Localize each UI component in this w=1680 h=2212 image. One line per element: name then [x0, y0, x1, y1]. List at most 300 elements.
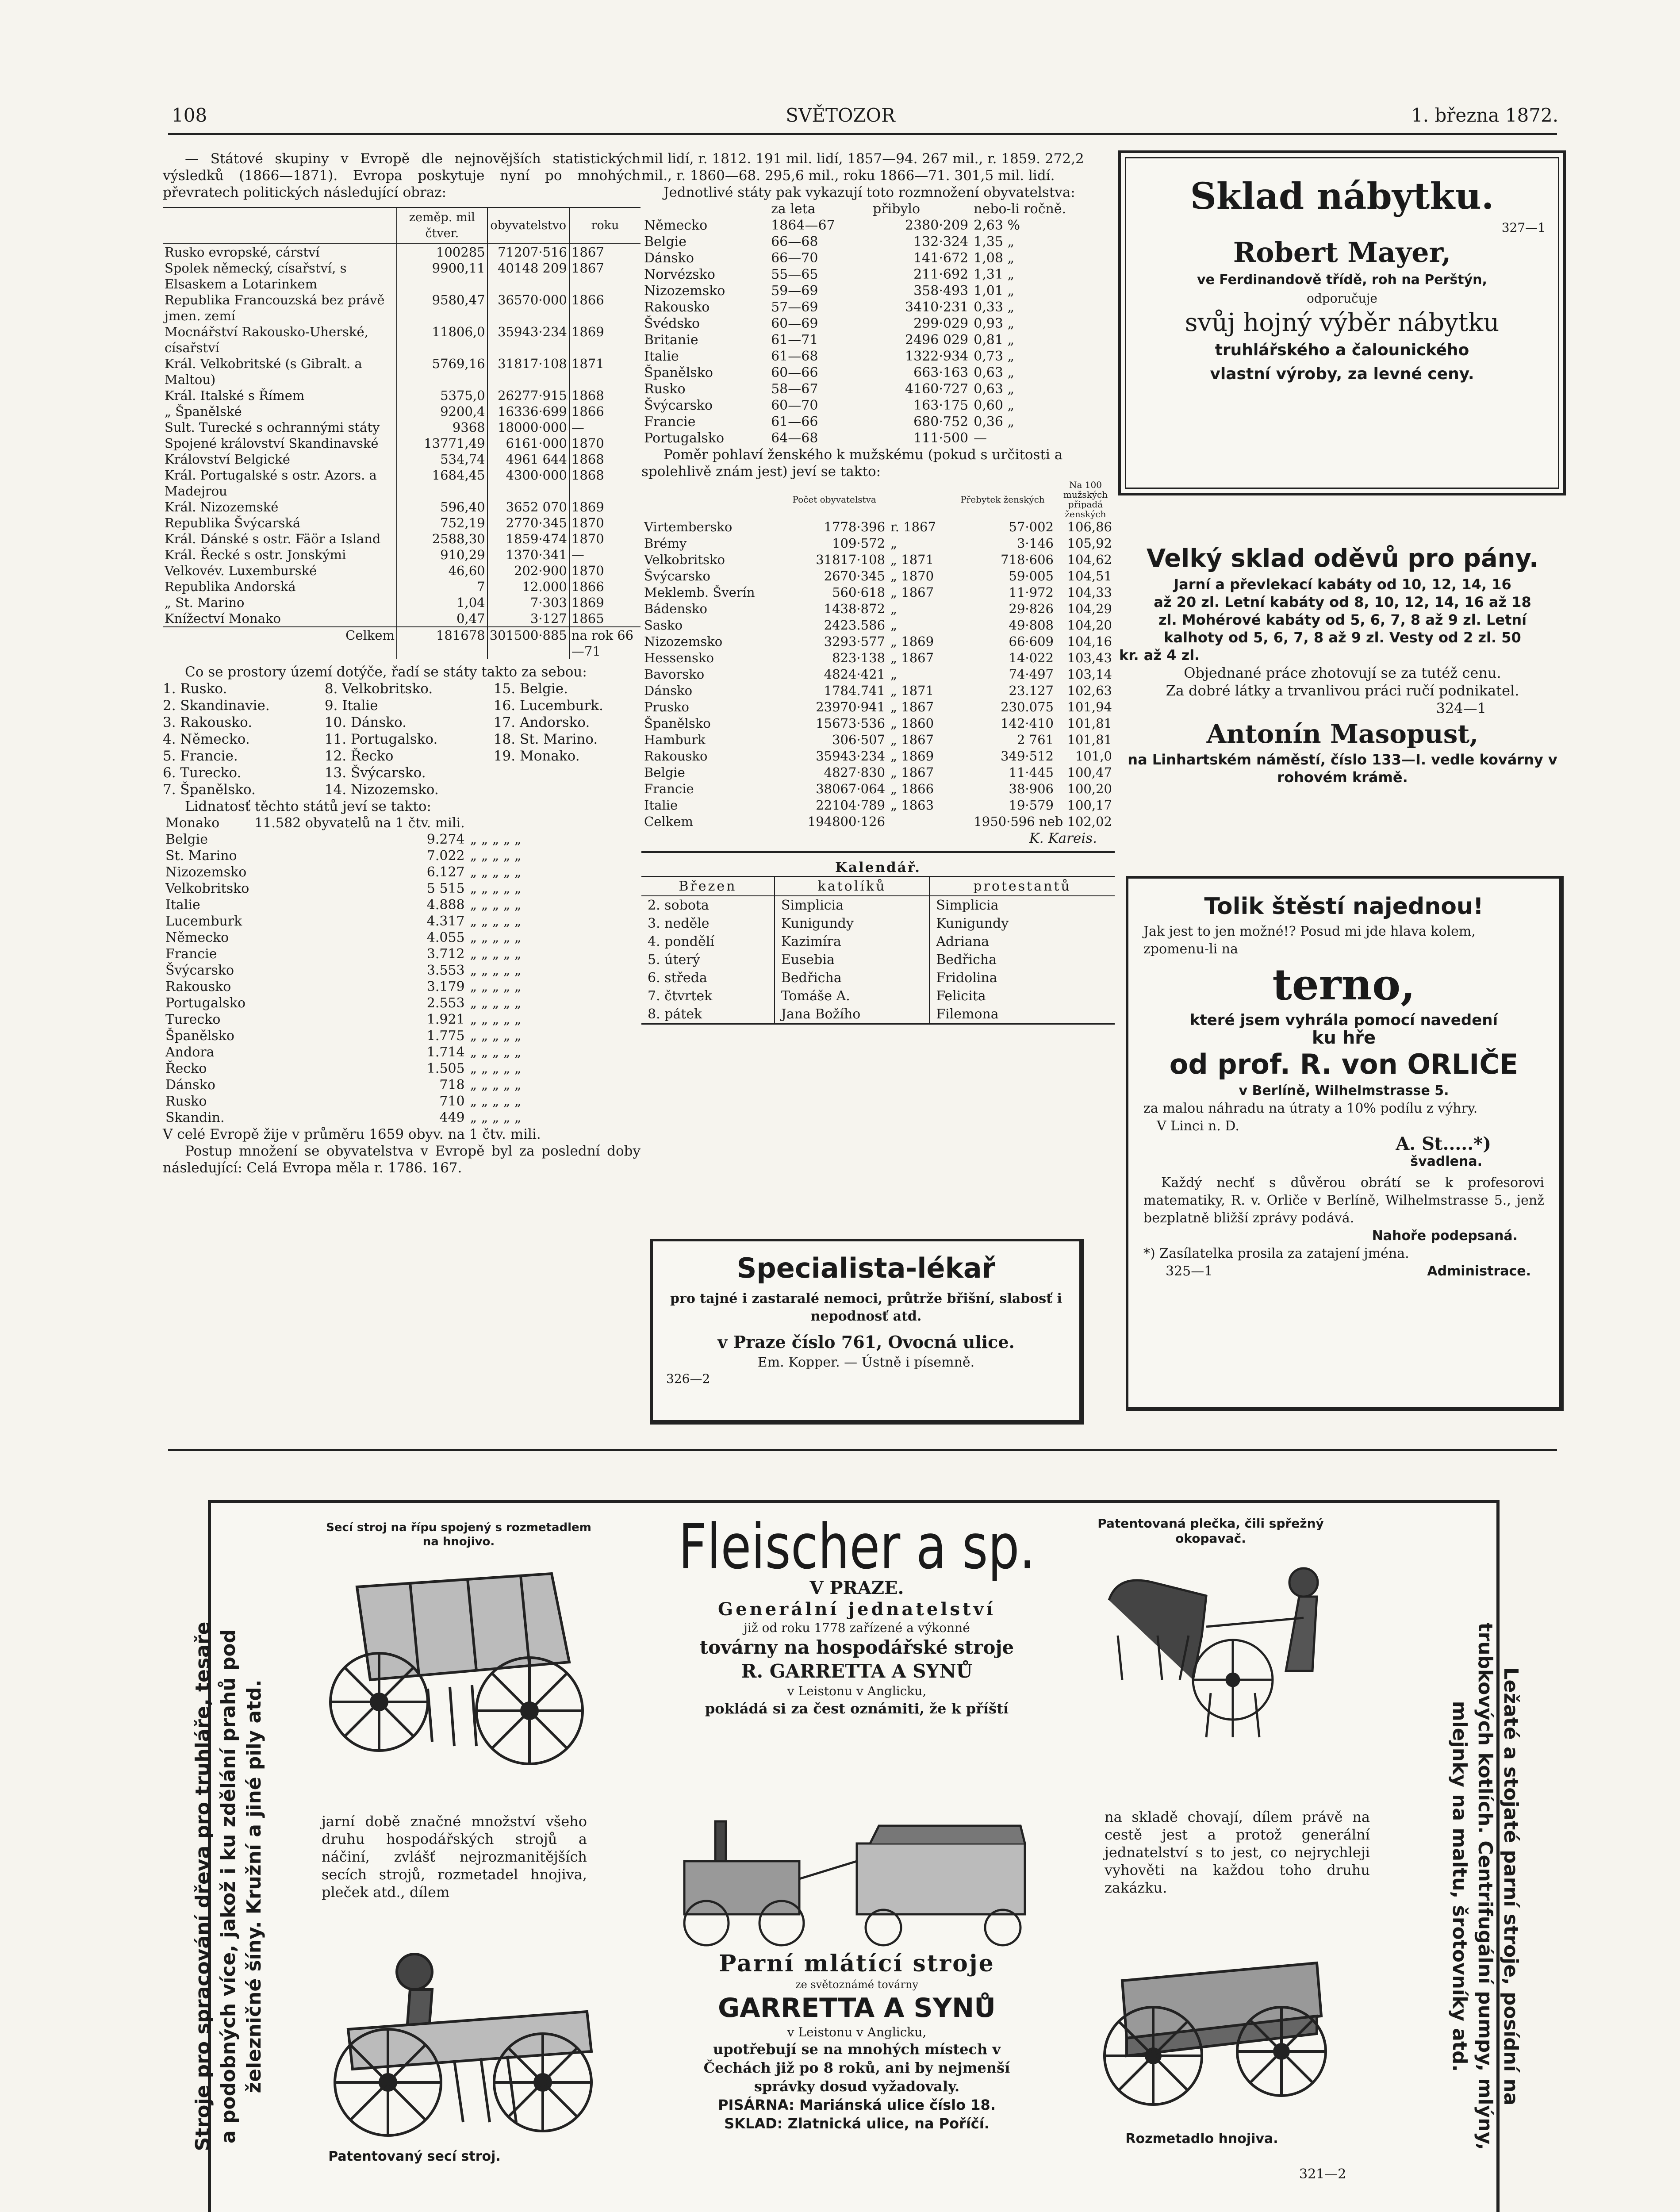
density-country: Andora	[165, 1045, 215, 1060]
ad-terno-title: Tolik štěstí najednou!	[1204, 893, 1484, 920]
states-row	[163, 244, 641, 260]
density-ditto: „ „ „ „ „	[470, 930, 522, 945]
sexes-cell: 15673·536	[816, 716, 886, 731]
sexes-cell: Velkobritsko	[644, 552, 725, 567]
states-cell: 40148 209	[487, 260, 569, 292]
sexes-row	[641, 764, 1115, 781]
sexes-row	[641, 748, 1115, 764]
calendar-row	[641, 933, 1115, 951]
density-ditto: „ „ „ „ „	[470, 864, 522, 880]
growth-cell: 111·500	[913, 430, 969, 446]
states-cell: 1869	[569, 499, 641, 515]
ad-terno-l2: ku hře	[1312, 1028, 1376, 1048]
density-ditto: „ „ „ „ „	[470, 897, 522, 913]
growth-cell: 0,63 „	[974, 365, 1015, 380]
space-order-item: 7. Španělsko.	[163, 782, 256, 798]
cap-seed-bottom: Patentovaný secí stroj.	[328, 2149, 501, 2164]
total-label: Celkem	[345, 628, 395, 643]
growth-row	[641, 381, 1115, 397]
header-rule	[168, 133, 1557, 135]
divider	[641, 851, 1115, 853]
space-order-item: 13. Švýcarsko.	[324, 765, 426, 781]
calendar-cell: Filemona	[929, 1005, 1115, 1024]
cal-h-protestant: protestantů	[929, 877, 1115, 896]
calendar-cell: 8. pátek	[648, 1006, 702, 1022]
sexes-cell: „ 1871	[890, 552, 934, 567]
growth-cell: 1864—67	[771, 218, 835, 233]
density-country: Španělsko	[165, 1028, 234, 1044]
density-value: 1.921	[426, 1012, 465, 1027]
ad-specialist-line2: v Praze číslo 761, Ovocná ulice.	[717, 1332, 1015, 1352]
density-ditto: „ „ „ „ „	[470, 1012, 522, 1027]
density-row	[163, 831, 524, 848]
states-cell: 9368	[397, 419, 487, 435]
density-ditto: „ „ „ „ „	[470, 848, 522, 864]
ad-terno-l3: od prof. R. von ORLIČE	[1169, 1048, 1519, 1080]
growth-cell: 0,93 „	[974, 316, 1015, 331]
calendar-title: Kalendář.	[835, 860, 921, 876]
states-cell: Republika Švýcarská	[165, 515, 301, 530]
states-cell: 3652 070	[487, 499, 569, 515]
cap-spreader: Rozmetadlo hnojiva.	[1125, 2131, 1278, 2147]
density-value: 1.775	[426, 1028, 465, 1044]
states-cell: 596,40	[397, 499, 487, 515]
states-cell: 13771,49	[397, 435, 487, 451]
calendar-cell: Simplicia	[929, 896, 1115, 914]
ad-masopust-line1: Jarní a převlekací kabáty od 10, 12, 14, 16	[1174, 576, 1511, 593]
sexes-cell: Hamburk	[644, 732, 706, 747]
density-country: Italie	[165, 897, 200, 913]
ad-fleischer-garretta: GARRETTA A SYNŮ	[718, 1993, 996, 2024]
density-row	[163, 1093, 524, 1110]
states-cell: 16336·699	[487, 403, 569, 419]
ad-terno	[1126, 876, 1564, 1411]
sexes-cell: 23970·941	[816, 699, 886, 714]
sexes-cell: Brémy	[644, 536, 687, 551]
density-country: Rakousko	[165, 979, 231, 995]
sexes-cell: „ 1869	[890, 749, 934, 764]
growth-h-years: za leta	[771, 201, 816, 217]
ad-mayer-line3: vlastní výroby, za levné ceny.	[1210, 365, 1474, 383]
space-order-item	[494, 781, 641, 798]
states-cell: Republika Andorská	[165, 579, 296, 594]
sexes-cell: 11·445	[1009, 765, 1054, 780]
density-row	[163, 979, 524, 995]
ad-fleischer-since: již od roku 1778 zařízené a výkonné	[744, 1621, 970, 1635]
sexes-cell: Hessensko	[644, 650, 714, 665]
states-cell: 1866	[569, 579, 641, 595]
states-cell: 1870	[569, 515, 641, 531]
density-row	[163, 929, 524, 946]
calendar-cell: Jana Božího	[775, 1005, 929, 1024]
sexes-row	[641, 601, 1115, 617]
seed-drill-illustration	[322, 1556, 596, 1786]
growth-cell: 211·692	[913, 267, 969, 282]
states-row	[163, 435, 641, 451]
growth-cell: 1322·934	[905, 349, 969, 364]
sexes-cell: 106,86	[1067, 519, 1112, 534]
sexes-cell: 4824·421	[824, 667, 886, 682]
horse-hoe-illustration	[1091, 1547, 1339, 1751]
ad-mayer-line1: svůj hojný výběr nábytku	[1185, 308, 1500, 337]
sexes-cell: 104,29	[1067, 601, 1112, 616]
states-cell: 1865	[569, 611, 641, 627]
ad-terno-code: 325—1	[1166, 1263, 1213, 1279]
states-row	[163, 579, 641, 595]
growth-cell: 663·163	[913, 365, 969, 380]
growth-cell: Švýcarsko	[644, 398, 713, 413]
growth-row	[641, 397, 1115, 414]
sexes-cell: „ 1860	[890, 716, 934, 731]
density-row	[163, 1011, 524, 1028]
growth-cell: 0,36 „	[974, 414, 1015, 430]
ad-fleischer-thresh-from: ze světoznámé továrny	[795, 1978, 919, 1991]
ad-masopust-line6: Objednané práce zhotovují se za tutéž cenu.	[1184, 664, 1501, 681]
density-country: Lucemburk	[165, 914, 242, 929]
states-row	[163, 563, 641, 579]
sexes-cell: „	[890, 618, 898, 633]
states-cell: 1868	[569, 451, 641, 467]
states-cell: 0,47	[397, 611, 487, 627]
states-cell: Spojené království Skandinavské	[165, 436, 379, 451]
sexes-cell: „ 1867	[890, 699, 934, 714]
space-order-item: 5. Francie.	[163, 748, 238, 764]
sexes-cell: 1784.741	[824, 683, 886, 698]
states-row	[163, 499, 641, 515]
ad-masopust-line4: kalhoty od 5, 6, 7, 8 až 9 zl. Vesty od 2 zl. 50	[1164, 629, 1521, 646]
sexes-cell: 306·507	[832, 732, 886, 747]
calendar-cell: Kunigundy	[929, 914, 1115, 933]
states-cell: „ St. Marino	[165, 595, 245, 610]
ad-mayer-recommends: odporučuje	[1307, 291, 1377, 306]
states-row	[163, 324, 641, 356]
states-cell: 100285	[397, 244, 487, 260]
density-row	[163, 913, 524, 929]
calendar-cell: 4. pondělí	[648, 934, 714, 949]
states-cell: Rusko evropské, cárství	[165, 245, 320, 260]
density-value: 11.582 obyvatelů na 1 čtv. mili.	[254, 815, 465, 831]
density-value: 9.274	[426, 832, 465, 847]
density-value: 4.888	[426, 897, 465, 913]
ad-fleischer-left-vertical: Stroje pro spracování dřeva pro truhláře, tesaře a podobných více, jakož i ku zdělání prahů pod železničné šíny. Kružní a jiné pily atd.	[192, 1621, 265, 2151]
space-order-item	[494, 764, 641, 781]
density-value: 718	[439, 1077, 465, 1093]
calendar-cell: 7. čtvrtek	[648, 988, 713, 1004]
growth-row	[641, 283, 1115, 299]
growth-h-added: přibylo	[873, 201, 921, 217]
total-year: na rok 66—71	[569, 627, 641, 659]
states-row	[163, 611, 641, 627]
calendar-cell: 6. středa	[648, 970, 707, 986]
ad-terno-l4: v Berlíně, Wilhelmstrasse 5.	[1239, 1083, 1449, 1098]
sexes-row	[641, 732, 1115, 748]
sexes-cell: 2423.586	[824, 618, 886, 633]
density-value: 1.714	[426, 1045, 465, 1060]
ad-fleischer-store: SKLAD: Zlatnická ulice, na Poříčí.	[724, 2115, 990, 2132]
states-intro: — Státové skupiny v Evropě dle nejnovějších statistických výsledků (1866—1871). Evropa poskytuje nyní po mnohých převratech politických následující obraz:	[163, 151, 641, 200]
sexes-cell: 2 761	[1016, 732, 1054, 747]
states-row	[163, 467, 641, 499]
ad-terno-sig: A. St.....*)	[1396, 1133, 1491, 1154]
growth-cell: Italie	[644, 349, 679, 364]
states-cell: 1684,45	[397, 467, 487, 499]
space-order-item: 2. Skandinavie.	[163, 698, 270, 714]
density-ditto	[468, 815, 524, 831]
sexes-cell: 718·606	[1001, 552, 1054, 567]
density-row	[163, 1044, 524, 1060]
sexes-cell: 560·618	[832, 585, 886, 600]
density-value: 6.127	[426, 864, 465, 880]
sexes-cell: Bavorsko	[644, 667, 705, 682]
sexes-cell: Dánsko	[644, 683, 693, 698]
space-order-item: 4. Německo.	[163, 731, 250, 747]
density-ditto: „ „ „ „ „	[470, 881, 522, 896]
ad-fleischer-office: PISÁRNA: Mariánská ulice číslo 18.	[718, 2097, 996, 2113]
ad-fleischer-garretta-loc: v Leistonu v Anglicku,	[787, 2025, 927, 2039]
ad-fleischer-left-text: jarní době značné množství všeho druhu hospodářských strojů a náčiní, zvlášť nejrozmanitějších secích strojů, rozmetadel hnojiva, pleček atd., dílem	[322, 1813, 587, 1901]
growth-cell: Britanie	[644, 332, 698, 348]
sexes-row	[641, 699, 1115, 715]
density-value: 3.553	[426, 963, 465, 978]
states-cell: 9580,47	[397, 292, 487, 324]
space-order-item: 18. St. Marino.	[493, 731, 598, 747]
space-order-item: 9. Italie	[324, 698, 378, 714]
density-country: Řecko	[165, 1061, 207, 1076]
density-value: 3.712	[426, 946, 465, 962]
states-cell: 35943·234	[487, 324, 569, 356]
growth-cell: 0,33 „	[974, 300, 1015, 315]
sexes-cell: 31817·108	[816, 552, 886, 567]
states-row	[163, 388, 641, 403]
density-value: 4.055	[426, 930, 465, 945]
ad-fleischer-factory: továrny na hospodářské stroje	[699, 1636, 1014, 1658]
states-row	[163, 356, 641, 388]
sexes-cell: 104,20	[1067, 618, 1112, 633]
states-row	[163, 451, 641, 467]
sexes-h-pop: Počet obyvatelstva	[792, 494, 876, 505]
growth-cell: 55—65	[771, 267, 818, 282]
sexes-row	[641, 617, 1115, 634]
density-row	[163, 848, 524, 864]
states-cell: 31817·108	[487, 356, 569, 388]
sexes-intro: Poměr pohlaví ženského k mužskému (pokud s určitosti a spolehlivě znám jest) jeví se takto:	[641, 447, 1063, 480]
sexes-cell: r. 1867	[890, 519, 936, 534]
sexes-cell: 19·579	[1009, 798, 1054, 813]
sexes-total-pop: 194800·126	[807, 814, 886, 829]
growth-cell: Norvézsko	[644, 267, 715, 282]
ad-terno-place: V Linci n. D.	[1157, 1118, 1239, 1134]
growth-cell: Dánsko	[644, 250, 694, 266]
growth-row	[641, 266, 1115, 283]
calendar-cell: Bedřicha	[929, 951, 1115, 969]
density-ditto: „ „ „ „ „	[470, 914, 522, 929]
calendar-cell: Kazimíra	[775, 933, 929, 951]
density-value: 2.553	[426, 995, 465, 1011]
sexes-cell: Švýcarsko	[644, 568, 710, 584]
sexes-cell: „	[890, 536, 898, 551]
states-cell: 1867	[569, 244, 641, 260]
states-cell: 202·900	[487, 563, 569, 579]
sexes-cell: Rakousko	[644, 749, 708, 764]
states-cell: 752,19	[397, 515, 487, 531]
sexes-cell: „ 1871	[890, 683, 934, 698]
states-cell: Král. Dánské s ostr. Fäör a Island	[165, 531, 381, 546]
density-country: Nizozemsko	[165, 864, 247, 880]
density-country: Švýcarsko	[165, 963, 234, 978]
growth-cell: Nizozemsko	[644, 283, 725, 299]
growth-cell: —	[974, 430, 987, 446]
sexes-cell: 38067·064	[816, 781, 886, 796]
growth-row	[641, 414, 1115, 430]
sexes-row	[641, 552, 1115, 568]
calendar-cell: Felicita	[929, 987, 1115, 1005]
sexes-cell: Meklemb. Šverín	[644, 585, 755, 600]
sexes-cell: 142·410	[1001, 716, 1054, 731]
ad-specialist-title: Specialista-lékař	[736, 1252, 996, 1284]
manure-spreader-illustration	[1096, 1910, 1335, 2122]
space-order-item: 14. Nizozemsko.	[324, 782, 439, 798]
growth-cell: 2380·209	[905, 218, 969, 233]
calendar-cell: 5. úterý	[648, 952, 700, 968]
ad-masopust	[1119, 542, 1566, 786]
calendar-row	[641, 914, 1115, 933]
calendar-table	[641, 876, 1115, 1025]
ad-fleischer-city: V PRAZE.	[809, 1578, 904, 1598]
sexes-cell: 109·572	[832, 536, 886, 551]
sexes-cell: Bádensko	[644, 601, 707, 616]
sexes-cell: 103,14	[1067, 667, 1112, 682]
sexes-cell: 3·146	[1016, 536, 1054, 551]
ad-terno-role: švadlena.	[1410, 1154, 1482, 1169]
growth-cell: 1,35 „	[974, 234, 1015, 250]
calendar-cell: 2. sobota	[648, 898, 709, 913]
density-intro: Lidnatosť těchto států jeví se takto:	[185, 799, 432, 814]
density-country: Francie	[165, 946, 217, 962]
calendar-cell: Eusebia	[775, 951, 929, 969]
states-cell: 1370·341	[487, 547, 569, 563]
density-ditto: „ „ „ „ „	[470, 1094, 522, 1109]
sexes-cell: „	[890, 601, 898, 616]
sexes-cell: 66·609	[1009, 634, 1054, 649]
density-value: 7.022	[426, 848, 465, 864]
col-population: obyvatelstvo	[487, 207, 569, 244]
sexes-h-ratio: Na 100 mužských připadá ženských	[1063, 480, 1108, 519]
density-row	[163, 1060, 524, 1077]
growth-cell: 60—66	[771, 365, 818, 380]
sexes-cell: 104,16	[1067, 634, 1112, 649]
density-table	[163, 815, 524, 1126]
cap-hoe: Patentovaná plečka, čili spřežný okopavač.	[1097, 1516, 1324, 1546]
states-cell: Velkovév. Luxemburské	[165, 563, 317, 578]
space-order-item: 6. Turecko.	[163, 765, 242, 781]
ad-terno-l1: které jsem vyhrála pomocí navedení	[1189, 1011, 1498, 1029]
density-country: Německo	[165, 930, 229, 945]
density-value: 3.179	[426, 979, 465, 995]
sexes-cell: 14·022	[1009, 650, 1054, 665]
states-cell: 6161·000	[487, 435, 569, 451]
states-cell: 2588,30	[397, 531, 487, 547]
ad-masopust-line5: kr. až 4 zl.	[1119, 647, 1200, 664]
growth-row	[641, 315, 1115, 332]
sexes-cell: 74·497	[1009, 667, 1054, 682]
density-country: Dánsko	[165, 1077, 215, 1093]
sexes-row	[641, 568, 1115, 584]
col-area: zeměp. mil čtver.	[397, 207, 487, 244]
ad-fleischer-company: R. GARRETTA A SYNŮ	[741, 1660, 973, 1682]
density-ditto: „ „ „ „ „	[470, 832, 522, 847]
growth-cell: Španělsko	[644, 365, 713, 380]
sexes-cell: 102,63	[1067, 683, 1112, 698]
states-cell: 12.000	[487, 579, 569, 595]
ad-fleischer-announce: pokládá si za čest oznámiti, že k příští	[705, 1700, 1009, 1717]
sexes-cell: „ 1866	[890, 781, 934, 796]
growth-cell: Švédsko	[644, 316, 700, 331]
states-cell: Republika Francouzská bez právě jmen. zemí	[165, 292, 385, 323]
cal-h-catholic: katolíků	[775, 877, 929, 896]
ad-mayer-address: ve Ferdinandově třídě, roh na Perštýn,	[1197, 272, 1487, 288]
sexes-cell: Belgie	[644, 765, 685, 780]
ad-specialist-code: 326—2	[666, 1371, 710, 1386]
author: K. Kareis.	[1029, 830, 1097, 846]
density-value: 4.317	[426, 914, 465, 929]
density-country: St. Marino	[165, 848, 237, 864]
states-cell: 26277·915	[487, 388, 569, 403]
sexes-cell: 823·138	[832, 650, 886, 665]
states-cell: 1859·474	[487, 531, 569, 547]
ad-fleischer	[192, 1500, 1522, 2212]
states-cell: 71207·516	[487, 244, 569, 260]
states-cell: 11806,0	[397, 324, 487, 356]
ad-terno-admin: Administrace.	[1427, 1263, 1531, 1279]
density-ditto: „ „ „ „ „	[470, 1061, 522, 1076]
sexes-cell: Italie	[644, 798, 678, 813]
ad-terno-note: *) Zasílatelka prosila za zatajení jména.	[1143, 1246, 1409, 1261]
density-country: Skandin.	[165, 1110, 225, 1125]
growth-cell: 60—70	[771, 398, 818, 413]
states-cell: 7·303	[487, 595, 569, 611]
calendar-cell: 3. neděle	[648, 916, 710, 931]
growth-cell: 1,08 „	[974, 250, 1015, 266]
states-cell: 1866	[569, 403, 641, 419]
growth-row	[641, 234, 1115, 250]
space-order-item: 17. Andorsko.	[493, 714, 590, 730]
sexes-cell: 100,17	[1067, 798, 1112, 813]
ad-fleischer-agency: Generální jednatelství	[718, 1599, 996, 1620]
states-row	[163, 595, 641, 611]
states-cell: 1868	[569, 388, 641, 403]
sexes-cell: Prusko	[644, 699, 689, 714]
states-row	[163, 260, 641, 292]
density-country: Portugalsko	[165, 995, 246, 1011]
ad-fleischer-code: 321—2	[1299, 2166, 1346, 2182]
sexes-cell: 11·972	[1009, 585, 1054, 600]
ad-masopust-line3: zl. Mohérové kabáty od 5, 6, 7, 8 až 9 zl. Letní	[1158, 611, 1527, 628]
density-row	[163, 880, 524, 897]
states-row	[163, 292, 641, 324]
density-row	[163, 962, 524, 979]
section-rule	[168, 1449, 1557, 1451]
space-order-item: 1. Rusko.	[163, 681, 227, 697]
sexes-cell: 104,33	[1067, 585, 1112, 600]
density-country: Monako	[165, 815, 220, 831]
states-cell: 1871	[569, 356, 641, 388]
ad-specialist-line3: Em. Kopper. — Ústně i písemně.	[757, 1355, 975, 1370]
sexes-row	[641, 535, 1115, 552]
sexes-cell: „ 1870	[890, 568, 934, 584]
ad-fleischer-right-text: na skladě chovají, dílem právě na cestě jest a protož generální jednatelství s to jest, co nejrychleji vyhověti na každou toho druhu zakázku.	[1105, 1809, 1370, 1896]
sexes-cell: 4827·830	[824, 765, 886, 780]
states-cell: —	[569, 547, 641, 563]
